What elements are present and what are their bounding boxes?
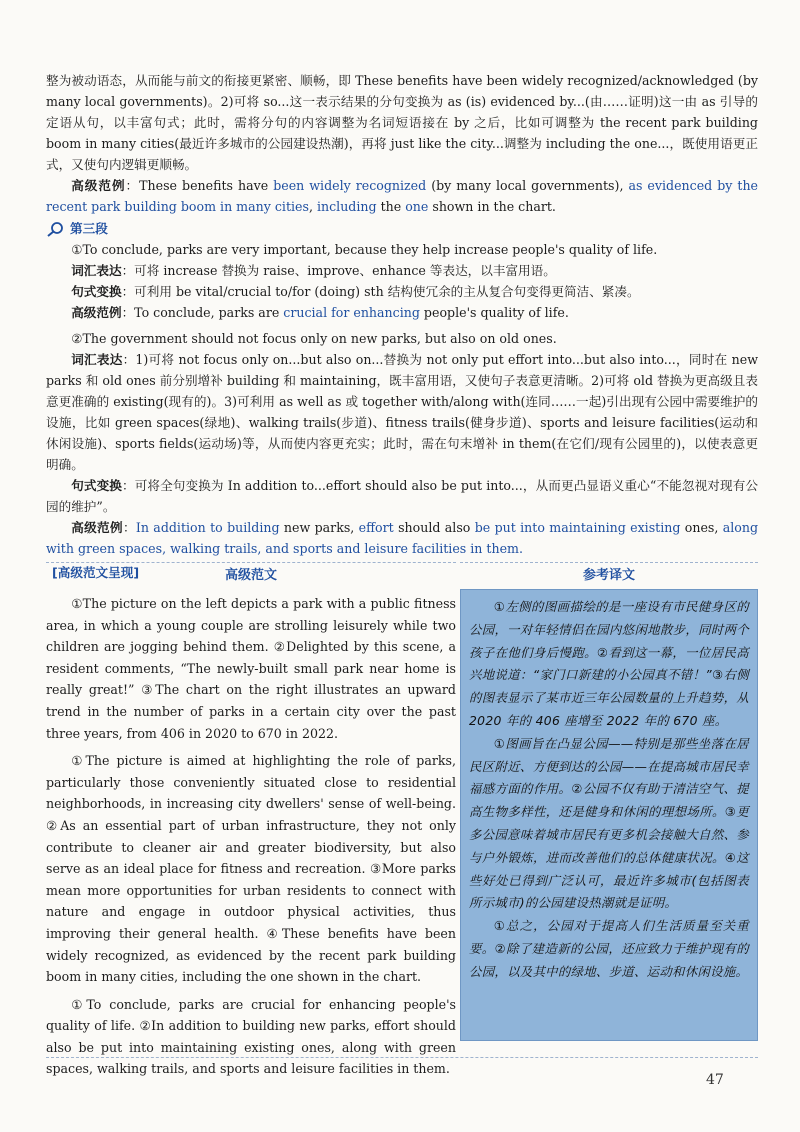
- advanced-example-label: 高级范例: [71, 178, 126, 193]
- translation-box: [460, 589, 758, 1041]
- pattern-tip-2: 句式变换：可将全句变换为 In addition to...effort should also be put into...，从而更凸显语义重心“不能忽视对现有公园的维护”。: [46, 478, 758, 514]
- essay-paragraph: ①To conclude, parks are crucial for enhancing people's quality of life. ②In addition to building new parks, effort should also be put into maintaining existing ones, along with green spaces, walking trails, and sports and leisure facilities in them.: [46, 996, 456, 1077]
- pattern-tip-1: 句式变换：可利用 be vital/crucial to/for (doing) sth 结构使冗余的主从复合句变得更简洁、紧凑。: [71, 284, 640, 299]
- presentation-heading: [高级范文呈现]: [52, 565, 140, 580]
- advanced-example-2: 高级范例：In addition to building new parks, effort should also be put into maintaining existing ones, along with green spaces, walking trails, and sports and leisure facilities in them.: [46, 520, 759, 556]
- essay-title: 高级范文: [46, 562, 456, 589]
- section-3-heading: [46, 218, 758, 239]
- advanced-example-1: 高级范例：To conclude, parks are crucial for enhancing people's quality of life.: [71, 305, 569, 320]
- essay-paragraph: ①The picture is aimed at highlighting the role of parks, particularly those conveniently situated close to residential neighborhoods, in increasing city dwellers' sense of well-being. ②As an essential part of urban infrastructure, they not only contribute to cleaner air and greater biodiversity, but also serve as an ideal place for fitness and recreation. ③More parks mean more opportunities for urban residents to connect with nature and engage in outdoor physical activities, thus improving their general health. ④These benefits have been widely recognized, as evidenced by the recent park building boom in many cities, including the one shown in the chart.: [46, 753, 456, 985]
- page-number: 47: [706, 1072, 724, 1088]
- intro-paragraph: 整为被动语态，从而能与前文的衔接更紧密、顺畅，即 These benefits have been widely recognized/acknowledged (by many local governments)。2)可将 so...这一表示结果的分句变换为 as (is) evidenced by...(由……证明)这一由 as 引导的定语从句，以丰富句式；此时，需将分句的内容调整为名词短语接在 by 之后，比如可调整为 the recent park building boom in many cities(最近许多城市的公园建设热潮)，再将 just like the city...调整为 including the one...，既使用语更正式，又使句内逻辑更顺畅。: [46, 73, 758, 172]
- original-sentence-2: ②The government should not focus only on new parks, but also on old ones.: [71, 331, 557, 346]
- page-body: [46, 70, 758, 583]
- section-3-title: 第三段: [70, 221, 108, 236]
- translation-title: 参考译文: [460, 562, 758, 589]
- translation-paragraph: ①图画旨在凸显公园——特别是那些坐落在居民区附近、方便到达的公园——在提高城市居民幸福感方面的作用。②公园不仅有助于清洁空气、提高生物多样性，还是健身和休闲的理想场所。③更多公园意味着城市居民有更多机会接触大自然、参与户外锻炼，进而改善他们的总体健康状况。④这些好处已得到广泛认可，最近许多城市(包括图表所示城市)的公园建设热潮就是证明。: [469, 735, 749, 911]
- essay-column: [46, 562, 456, 1086]
- original-sentence-1: ①To conclude, parks are very important, because they help increase people's quality of life.: [71, 242, 658, 257]
- essay-paragraph: ①The picture on the left depicts a park with a public fitness area, in which a young couple are strolling leisurely while two children are jogging behind them. ②Delighted by this scene, a resident comments, “The newly-built small park near home is really great!” ③The chart on the right illustrates an upward trend in the number of parks in a certain city over the past three years, from 406 in 2020 to 670 in 2022.: [46, 596, 456, 741]
- vocab-tip-2: 词汇表达：1)可将 not focus only on...but also on...替换为 not only put effort into...but also into...，同时在 new parks 和 old ones 前分别增补 building 和 maintaining，既丰富用语，又使句子表意更清晰。2)可将 old 替换为更高级且表意更准确的 existing(现有的)。3)可利用 as well as 或 together with/along with(连同……一起)引出现有公园中需要维护的设施，比如 green spaces(绿地)、walking trails(步道)、fitness trails(健身步道)、sports and leisure facilities(运动和休闲设施)、sports fields(运动场)等，从而使内容更充实；此时，需在句末增补 in them(在它们/现有公园里的)，以使表意更明确。: [46, 352, 759, 472]
- vocab-tip-1: 词汇表达：可将 increase 替换为 raise、improve、enhance 等表达，以丰富用语。: [71, 263, 556, 278]
- essay-columns: [46, 562, 758, 1077]
- magnifier-icon: [46, 221, 66, 237]
- translation-paragraph: ①左侧的图画描绘的是一座设有市民健身区的公园，一对年轻情侣在园内悠闲地散步，同时两个孩子在他们身后慢跑。②看到这一幕，一位居民高兴地说道：“家门口新建的小公园真不错！”③右侧的图表显示了某市近三年公园数量的上升趋势，从 2020 年的 406 座增至 2022 年的 670 座。: [469, 599, 749, 728]
- translation-column: [460, 562, 758, 1041]
- intro-example: 高级范例：These benefits have been widely recognized (by many local governments), as evidenced by the recent park building boom in many cities, including the one shown in the chart.: [46, 178, 759, 214]
- translation-paragraph: ①总之，公园对于提高人们生活质量至关重要。②除了建造新的公园，还应致力于维护现有的公园，以及其中的绿地、步道、运动和休闲设施。: [469, 918, 749, 979]
- essay-text: [46, 589, 456, 1080]
- bottom-divider: [46, 1057, 758, 1058]
